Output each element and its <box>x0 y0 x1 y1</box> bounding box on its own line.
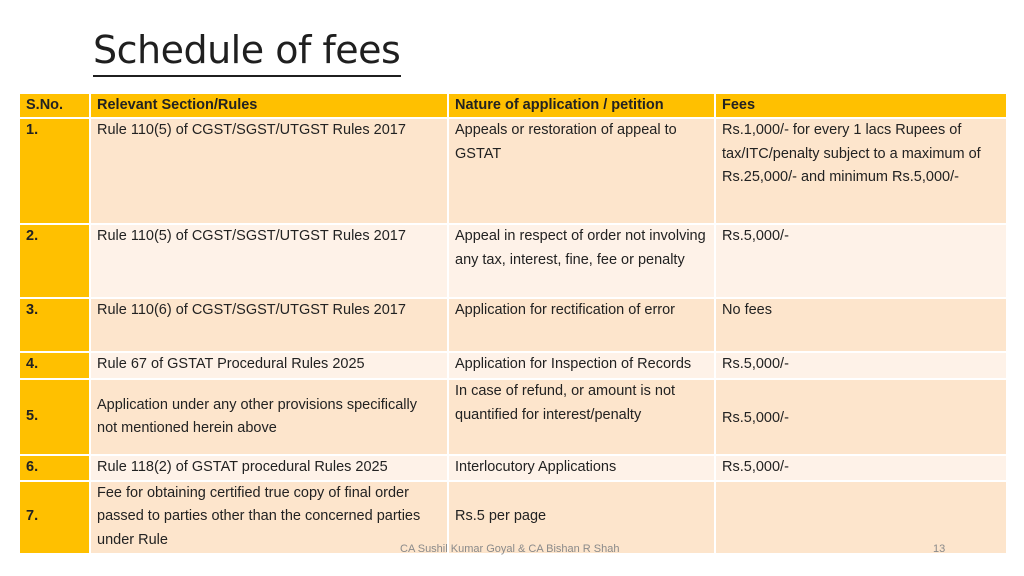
table-row <box>19 455 1007 481</box>
table-row <box>19 298 1007 352</box>
row-section: Rule 67 of GSTAT Procedural Rules 2025 <box>90 352 448 379</box>
header-fees: Fees <box>715 93 1007 118</box>
header-section: Relevant Section/Rules <box>90 93 448 118</box>
row-sno: 4. <box>19 352 90 379</box>
table-row <box>19 224 1007 298</box>
table-header-row <box>19 93 1007 118</box>
row-section: Application under any other provisions specifically not mentioned herein above <box>90 379 448 455</box>
row-sno: 3. <box>19 298 90 352</box>
row-nature: Application for rectification of error <box>448 298 715 352</box>
row-sno: 6. <box>19 455 90 481</box>
row-section: Rule 118(2) of GSTAT procedural Rules 2025 <box>90 455 448 481</box>
row-fees: No fees <box>715 298 1007 352</box>
row-nature: Appeals or restoration of appeal to GSTAT <box>448 118 715 224</box>
title-underline <box>93 75 401 77</box>
row-sno: 1. <box>19 118 90 224</box>
header-sno: S.No. <box>19 93 90 118</box>
table-row <box>19 379 1007 455</box>
row-sno: 2. <box>19 224 90 298</box>
row-nature: Rs.5 per page <box>448 481 715 554</box>
table-row <box>19 118 1007 224</box>
slide-title: Schedule of fees <box>93 28 401 72</box>
row-fees: Rs.5,000/- <box>715 352 1007 379</box>
row-section: Fee for obtaining certified true copy of final order passed to parties other than the concerned parties under Rule <box>90 481 448 554</box>
row-fees: Rs.1,000/- for every 1 lacs Rupees of tax/ITC/penalty subject to a maximum of Rs.25,000/- and minimum Rs.5,000/- <box>715 118 1007 224</box>
row-sno: 5. <box>19 379 90 455</box>
table-row <box>19 352 1007 379</box>
row-nature: In case of refund, or amount is not quantified for interest/penalty <box>448 379 715 455</box>
row-nature: Appeal in respect of order not involving any tax, interest, fine, fee or penalty <box>448 224 715 298</box>
row-fees: Rs.5,000/- <box>715 455 1007 481</box>
row-nature: Application for Inspection of Records <box>448 352 715 379</box>
page-number: 13 <box>933 543 946 555</box>
row-sno: 7. <box>19 481 90 554</box>
row-fees: Rs.5,000/- <box>715 379 1007 455</box>
footer-credit: CA Sushil Kumar Goyal & CA Bishan R Shah <box>400 543 620 555</box>
fees-table <box>18 92 1008 555</box>
row-section: Rule 110(5) of CGST/SGST/UTGST Rules 2017 <box>90 118 448 224</box>
row-fees: Rs.5,000/- <box>715 224 1007 298</box>
header-nature: Nature of application / petition <box>448 93 715 118</box>
row-section: Rule 110(5) of CGST/SGST/UTGST Rules 2017 <box>90 224 448 298</box>
row-nature: Interlocutory Applications <box>448 455 715 481</box>
row-section: Rule 110(6) of CGST/SGST/UTGST Rules 2017 <box>90 298 448 352</box>
slide-footer <box>0 543 1024 557</box>
